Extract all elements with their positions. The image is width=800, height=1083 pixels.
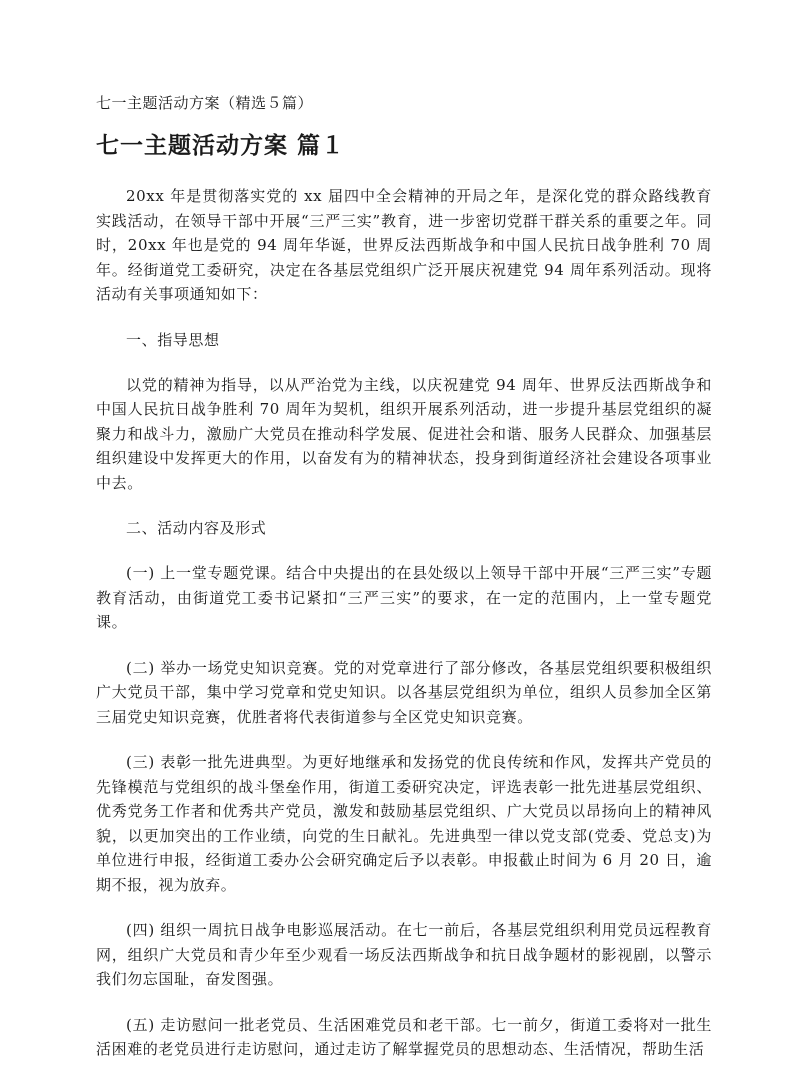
section-heading-guiding-ideology: 一、指导思想	[126, 330, 220, 349]
activity-item-2: (二) 举办一场党史知识竞赛。党的对党章进行了部分修改，各基层党组织要积极组织广大党员干部，集中学习党章和党史知识。以各基层党组织为单位，组织人员参加全区第三届党史知识竞赛，优胜者将代表街道参与全区党史知识竞赛。	[96, 658, 712, 726]
activity-item-5: (五) 走访慰问一批老党员、生活困难党员和老干部。七一前夕，街道工委将对一批生活困难的老党员进行走访慰问，通过走访了解掌握党员的思想动态、生活情况，帮助生活	[96, 1015, 712, 1058]
document-subtitle: 七一主题活动方案（精选５篇）	[96, 94, 314, 112]
activity-item-1: (一) 上一堂专题党课。结合中央提出的在县处级以上领导干部中开展“三严三实”专题教育活动，由街道党工委书记紧扣“三严三实”的要求，在一定的范围内，上一堂专题党课。	[96, 564, 712, 631]
activity-item-3: (三) 表彰一批先进典型。为更好地继承和发扬党的优良传统和作风，发挥共产党员的先锋模范与党组织的战斗堡垒作用，街道工委研究决定，评选表彰一批先进基层党组织、优秀党务工作者和优秀共产党员，激发和鼓励基层党组织、广大党员以昂扬向上的精神风貌，以更加突出的工作业绩，向党的生日献礼。先进典型一律以党支部(党委、党总支)为单位进行申报，经街道工委办公会研究确定后予以表彰。申报截止时间为 6 月 20 日，逾期不报，视为放弃。	[96, 753, 712, 894]
activity-item-4: (四) 组织一周抗日战争电影巡展活动。在七一前后，各基层党组织利用党员远程教育网，组织广大党员和青少年至少观看一场反法西斯战争和抗日战争题材的影视剧，以警示我们勿忘国耻，奋发图强。	[96, 921, 712, 988]
guiding-ideology-paragraph: 以党的精神为指导，以从严治党为主线，以庆祝建党 94 周年、世界反法西斯战争和中国人民抗日战争胜利 70 周年为契机，组织开展系列活动，进一步提升基层党组织的凝聚力和战斗力，激励广大党员在推动科学发展、促进社会和谐、服务人民群众、加强基层组织建设中发挥更大的作用，以奋发有为的精神状态，投身到街道经济社会建设各项事业中去。	[96, 375, 712, 492]
intro-paragraph: 20xx 年是贯彻落实党的 xx 届四中全会精神的开局之年，是深化党的群众路线教育实践活动，在领导干部中开展“三严三实”教育，进一步密切党群干群关系的重要之年。同时，20xx 年也是党的 94 周年华诞，世界反法西斯战争和中国人民抗日战争胜利 70 周年。经街道党工委研究，决定在各基层党组织广泛开展庆祝建党 94 周年系列活动。现将活动有关事项通知如下：	[96, 187, 712, 303]
section-heading-activities: 二、活动内容及形式	[126, 519, 267, 537]
document-page	[96, 92, 712, 1083]
document-title: 七一主题活动方案 篇１	[96, 132, 346, 159]
